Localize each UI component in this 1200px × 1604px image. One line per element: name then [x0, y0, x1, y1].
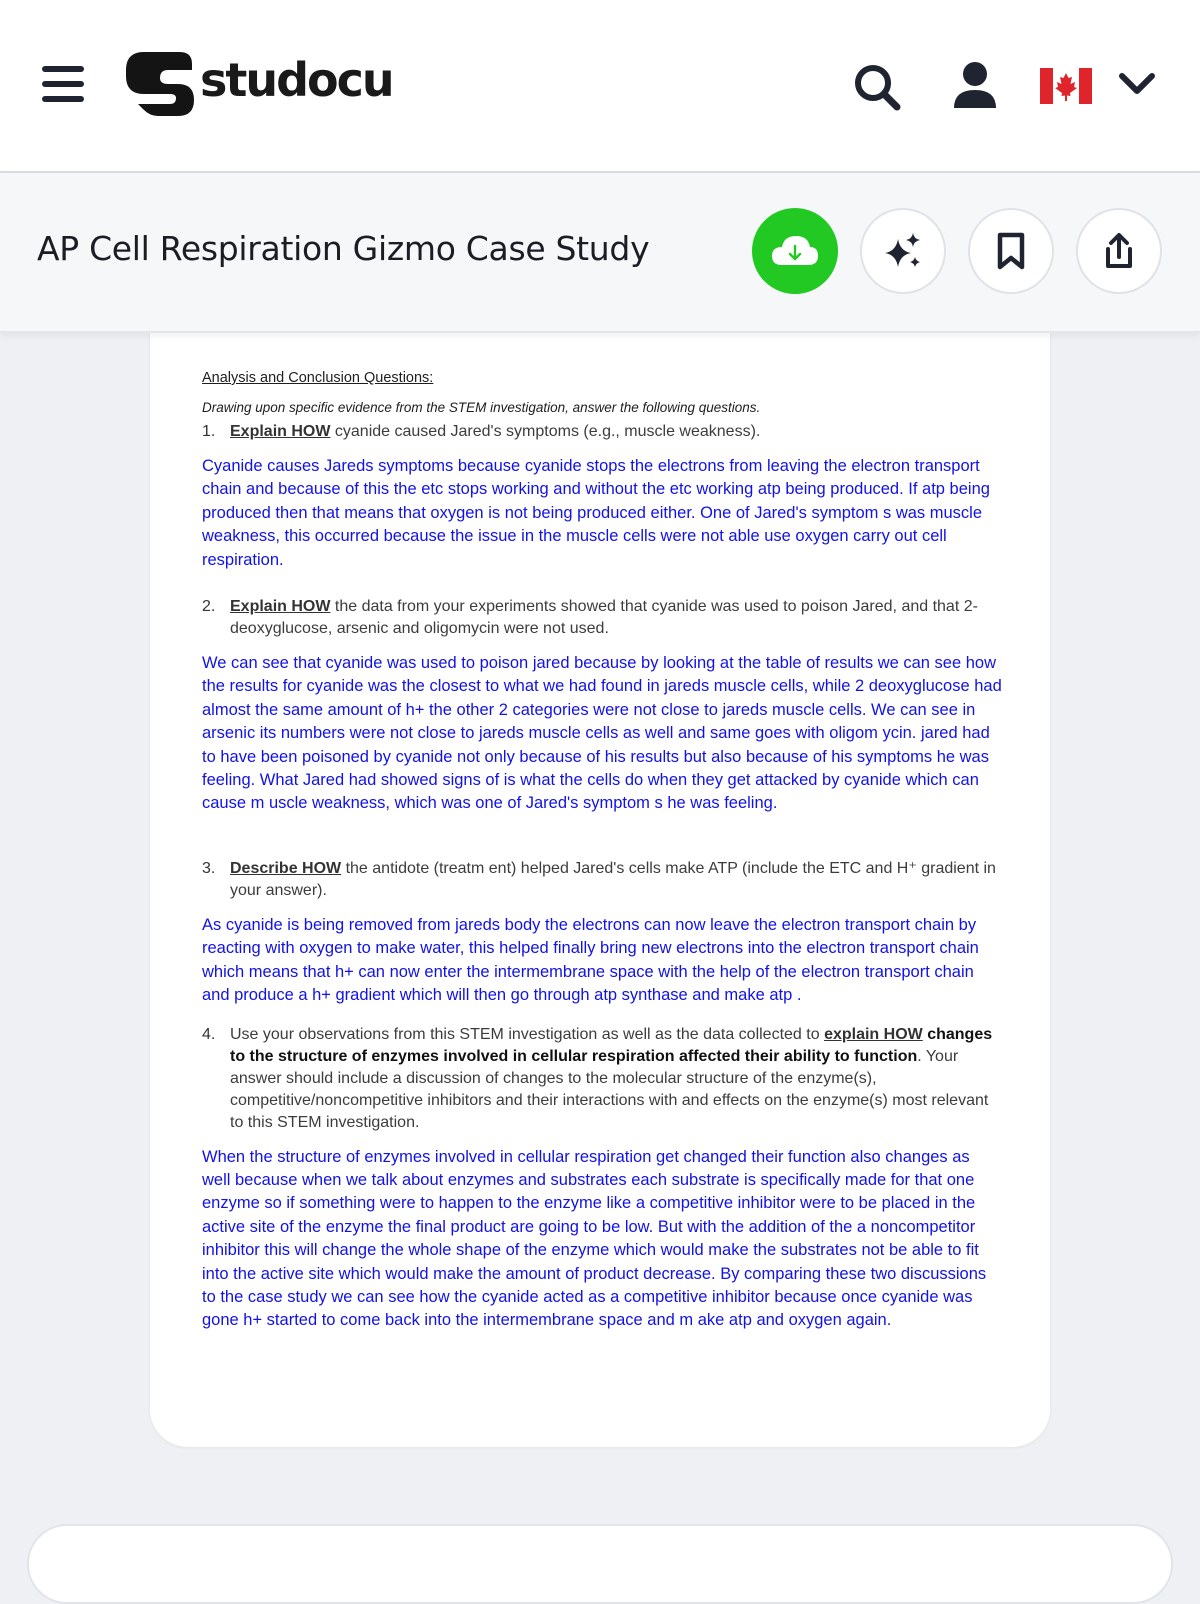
question-number: 4. [202, 1025, 216, 1043]
cloud-download-icon [770, 233, 820, 269]
question-1 [202, 421, 1002, 443]
section-instructions: Drawing upon specific evidence from the STEM investigation, answer the following questions. [202, 400, 761, 415]
user-icon[interactable] [952, 60, 998, 115]
search-icon[interactable] [852, 62, 902, 117]
chevron-down-icon[interactable] [1118, 70, 1156, 103]
document-header [0, 173, 1200, 333]
ai-assistant-button[interactable] [860, 208, 946, 294]
studocu-logo-icon [122, 48, 196, 120]
document-content [202, 370, 1002, 1333]
canada-flag-icon[interactable] [1040, 68, 1092, 109]
question-4 [202, 1024, 1002, 1134]
logo-wordmark: studocu [200, 53, 393, 107]
next-content-card [27, 1524, 1173, 1604]
question-number: 1. [202, 423, 216, 440]
save-button[interactable] [968, 208, 1054, 294]
answer-2: We can see that cyanide was used to poison jared because by looking at the table of results we can see how the results for cyanide was the closest to what we had found in jareds muscle cells, while 2 deoxyglucose had almost the same amount of h+ the other 2 categories were not close to jareds muscle cells. We can see in arsenic its numbers were not close to jareds muscle cells as well and same goes with oligom ycin. jared had to have been poisoned by cyanide not only because of his results but also because of his symptoms he was feeling. What Jared had showed signs of is what the cells do when they get attacked by cyanide which can cause m uscle weakness, which was one of Jared's symptom s he was feeling. [202, 654, 1002, 813]
question-text: Use your observations from this STEM investigation as well as the data collected to [230, 1025, 825, 1043]
top-navigation-bar [0, 0, 1200, 173]
question-text: cyanide caused Jared's symptoms (e.g., muscle weakness). [330, 423, 761, 440]
share-icon [1100, 231, 1138, 271]
question-text: the antidote (treatm ent) helped Jared's cells make ATP (include the ETC and H⁺ gradient in your answer). [230, 859, 996, 899]
answer-1: Cyanide causes Jareds symptoms because cyanide stops the electrons from leaving the electron transport chain and because of this the etc stops working and without the etc working atp being produced. If atp being produced then that means that oxygen is not being produced either. One of Jared's symptom s was muscle weakness, this occurred because the issue in the muscle cells were not able use oxygen carry out cell respiration. [202, 457, 990, 569]
document-title: AP Cell Respiration Gizmo Case Study [37, 229, 650, 268]
section-heading: Analysis and Conclusion Questions: [202, 370, 434, 386]
document-page [150, 300, 1050, 1447]
question-keyword: explain HOW [824, 1025, 923, 1043]
question-emphasis: changes to the structure of enzymes involved in cellular respiration affected their ability to function [230, 1025, 993, 1065]
bookmark-icon [995, 231, 1027, 271]
studocu-logo[interactable] [122, 48, 393, 120]
question-number: 3. [202, 859, 216, 877]
answer-4: When the structure of enzymes involved in cellular respiration get changed their function also changes as well because when we talk about enzymes and substrates each substrate is specifically made for that one enzyme so if something were to happen to the enzyme like a competitive inhibitor were to be placed in the active site of the enzyme the final product are going to be low. But with the addition of the a noncompetitor inhibitor this will change the whole shape of the enzyme which would make the substrates not be able to fit into the active site which would make the amount of product decrease. By comparing these two discussions to the case study we can see how the cyanide acted as a competitive inhibitor because once cyanide was gone h+ started to come back into the intermembrane space and m ake atp and oxygen again. [202, 1147, 987, 1330]
question-keyword: Explain HOW [230, 423, 331, 440]
question-2 [202, 596, 1002, 640]
question-text-continued: . Your answer should include a discussion of changes to the molecular structure of the enzyme(s), competitive/noncompetitive inhibitors and their interactions with and effects on the enzyme(s) most relevant to this STEM investigation. [230, 1047, 989, 1131]
question-text: the data from your experiments showed that cyanide was used to poison Jared, and that 2-deoxyglucose, arsenic and oligomycin were not used. [230, 598, 978, 638]
download-button[interactable] [752, 208, 838, 294]
question-keyword: Describe HOW [230, 859, 342, 877]
share-button[interactable] [1076, 208, 1162, 294]
answer-3: As cyanide is being removed from jareds body the electrons can now leave the electron transport chain by reacting with oxygen to make water, this helped finally bring new electrons into the electron transport chain which means that h+ can now enter the intermembrane space with the help of the electron transport chain and produce a h+ gradient which will then go through atp synthase and make atp . [202, 915, 979, 1005]
question-number: 2. [202, 598, 216, 616]
question-3 [202, 858, 1002, 902]
hamburger-menu-icon[interactable] [42, 66, 84, 104]
question-keyword: Explain HOW [230, 598, 331, 616]
sparkles-icon [883, 231, 923, 271]
